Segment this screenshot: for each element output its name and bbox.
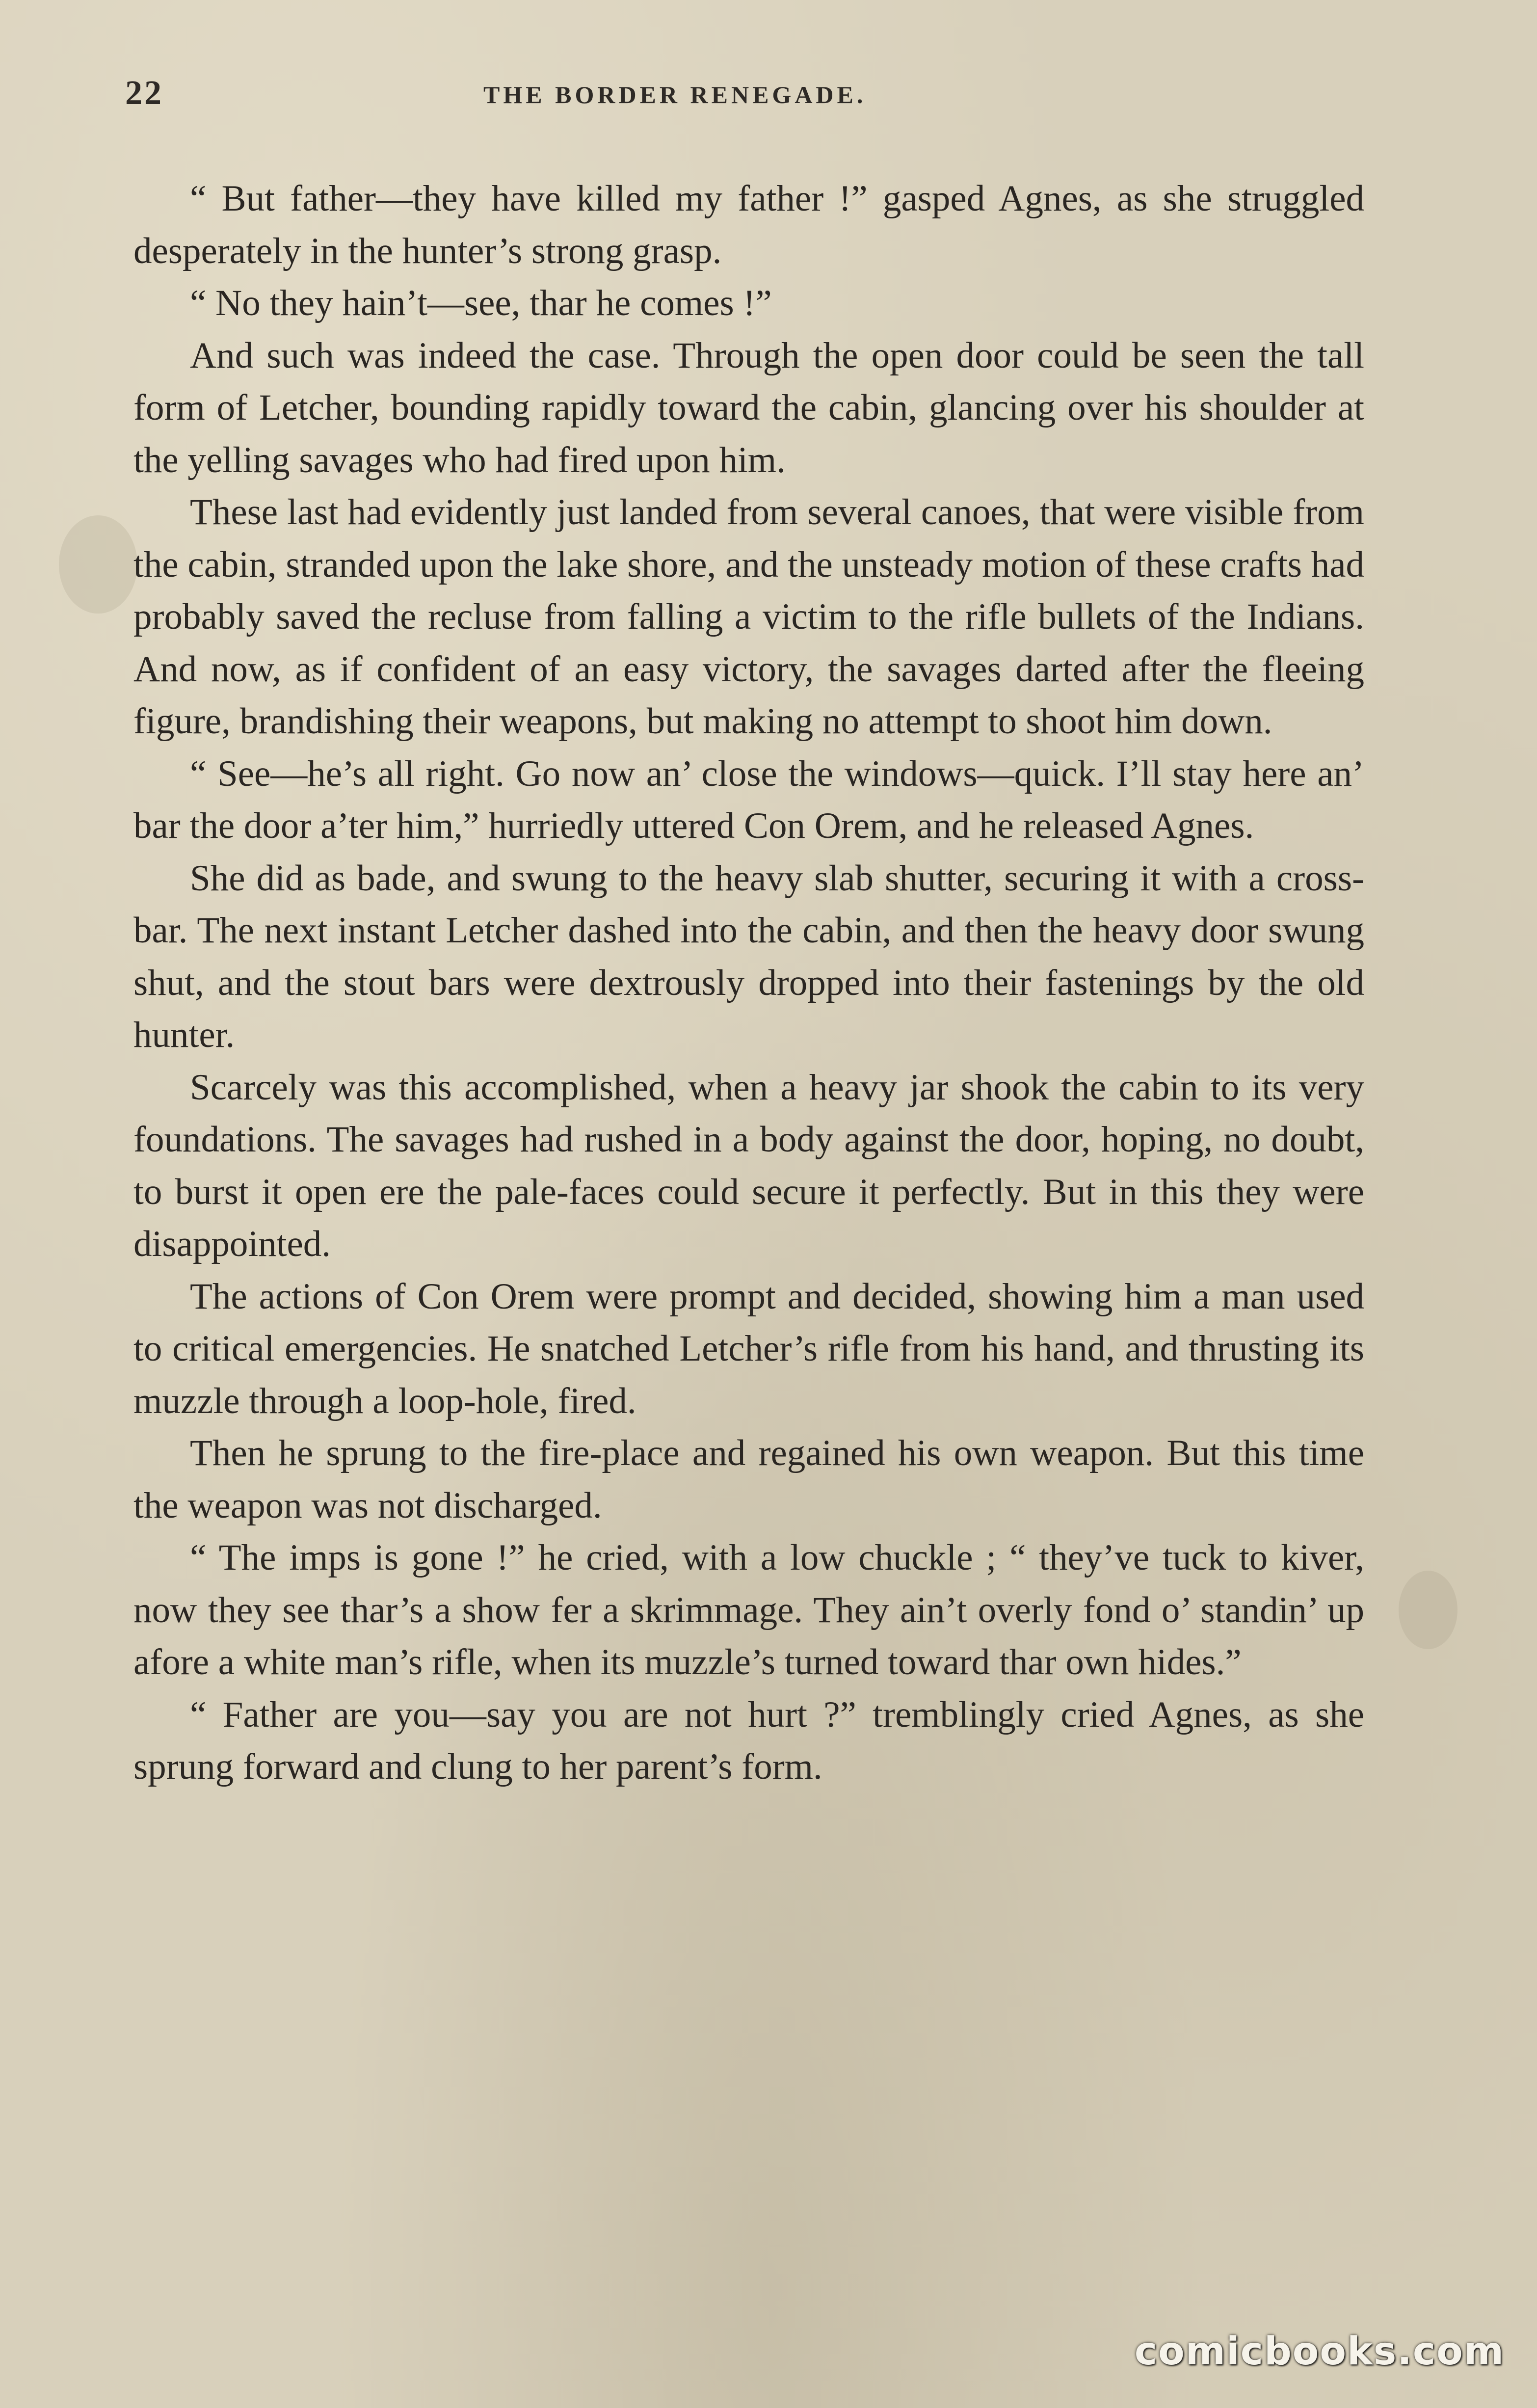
paragraph: “ No they hain’t—see, thar he comes !” [190, 283, 772, 323]
paragraph: Then he sprung to the fire-place and regained his own weapon. But this time the weapon was not discharged. [133, 1433, 1364, 1526]
paragraph: “ Father are you—say you are not hurt ?” tremblingly cried Agnes, as she sprung forward and clung to her parent’s form. [133, 1694, 1364, 1787]
body-text [133, 173, 1364, 1793]
paragraph: “ The imps is gone !” he cried, with a low chuckle ; “ they’ve tuck to kiver, now they see thar’s a show fer a skrimmage. They ain’t overly fond o’ standin’ up afore a white man’s rifle, when its muzzle’s turned toward thar own hides.” [133, 1537, 1364, 1683]
watermark: comicbooks.com [1134, 2329, 1505, 2374]
paragraph: The actions of Con Orem were prompt and decided, showing him a man used to critical emergencies. He snatched Letcher’s rifle from his hand, and thrusting its muzzle through a loop-hole, fired. [133, 1276, 1364, 1421]
paper-stain [59, 515, 137, 614]
paragraph: And such was indeed the case. Through the open door could be seen the tall form of Letcher, bounding rapidly toward the cabin, glancing over his shoulder at the yelling savages who had fired upon him. [133, 335, 1364, 481]
running-title: THE BORDER RENEGADE. [483, 81, 867, 108]
paragraph: These last had evidently just landed from several canoes, that were visible from the cabin, stranded upon the lake shore, and the unsteady motion of these crafts had probably saved the recluse from falling a victim to the rifle bullets of the Indians. And now, as if confident of an easy victory, the savages darted after the fleeing figure, brandishing their weapons, but making no attempt to shoot him down. [133, 492, 1364, 742]
paragraph: Scarcely was this accomplished, when a heavy jar shook the cabin to its very foundations. The savages had rushed in a body against the door, hoping, no doubt, to burst it open ere the pale-faces could secure it perfectly. But in this they were disappointed. [133, 1067, 1364, 1264]
paragraph: “ But father—they have killed my father !” gasped Agnes, as she struggled desperately in the hunter’s strong grasp. [133, 178, 1364, 271]
paragraph: She did as bade, and swung to the heavy slab shutter, securing it with a cross-bar. The next instant Letcher dashed into the cabin, and then the heavy door swung shut, and the stout bars were dextrously dropped into their fastenings by the old hunter. [133, 857, 1364, 1055]
paper-stain [1399, 1571, 1458, 1649]
page-header [125, 74, 1367, 118]
paragraph: “ See—he’s all right. Go now an’ close the windows—quick. I’ll stay here an’ bar the door a’ter him,” hurriedly uttered Con Orem, and he released Agnes. [133, 753, 1364, 846]
page-number: 22 [125, 74, 163, 112]
